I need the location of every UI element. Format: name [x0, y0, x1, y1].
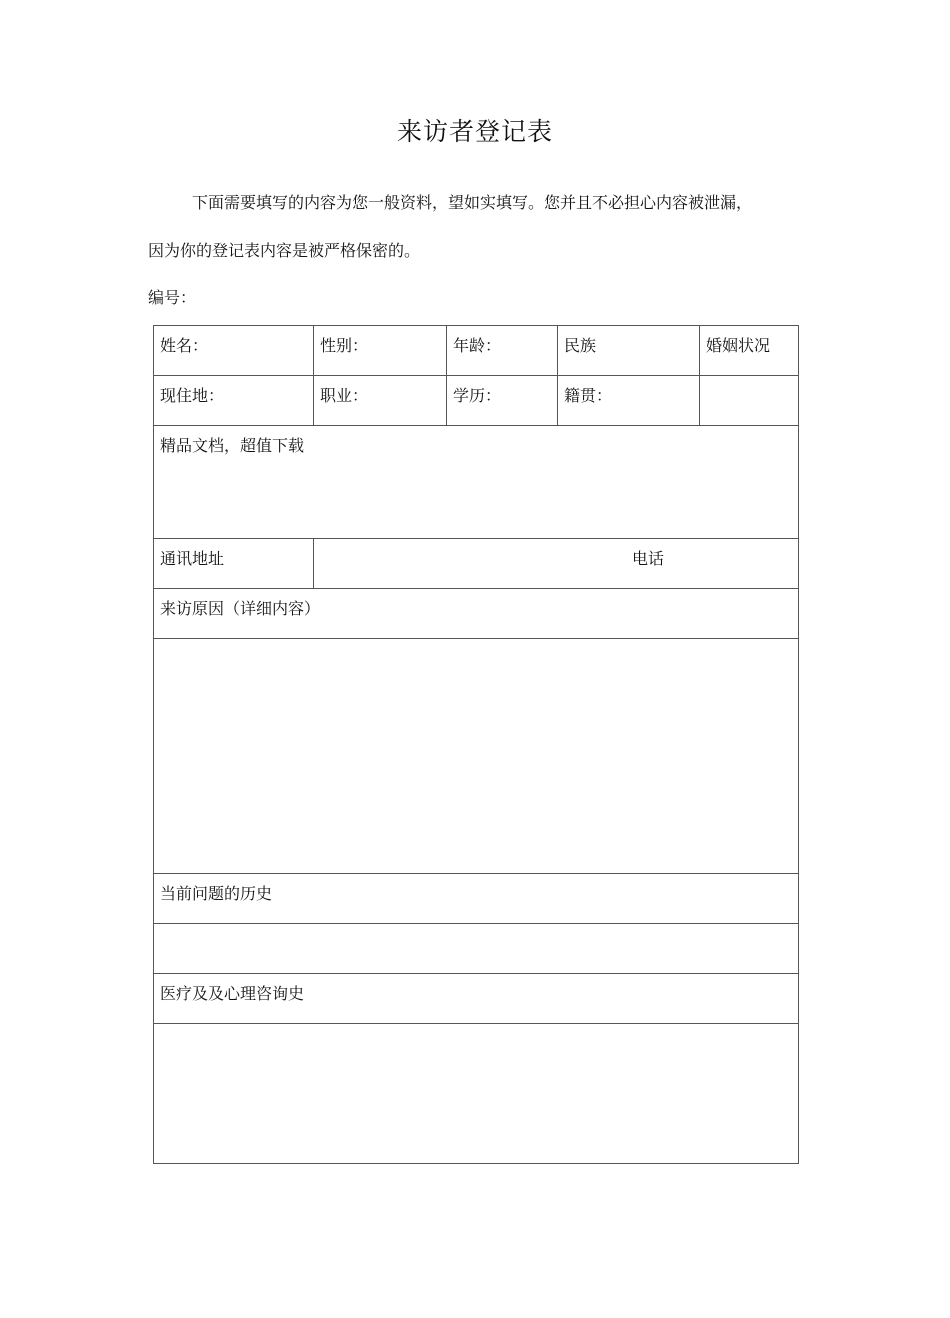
age-field[interactable]: [447, 326, 558, 376]
problem-history-field[interactable]: [154, 924, 799, 974]
marital-status-value-field[interactable]: [700, 376, 799, 426]
occupation-field[interactable]: [314, 376, 447, 426]
native-place-field[interactable]: [558, 376, 700, 426]
age-label: 年龄：: [453, 336, 502, 355]
marital-status-field[interactable]: [700, 326, 799, 376]
medical-history-field[interactable]: [154, 1024, 799, 1164]
intro-text-line-1: 下面需要填写的内容为您一般资料，望如实填写。您并且不必担心内容被泄漏，: [192, 193, 753, 212]
visit-reason-field[interactable]: [154, 639, 799, 874]
form-row-problem-history-header: [154, 874, 799, 924]
address-phone-field[interactable]: [314, 539, 799, 589]
residence-field[interactable]: [154, 376, 314, 426]
ethnicity-field[interactable]: [558, 326, 700, 376]
education-field[interactable]: [447, 376, 558, 426]
visit-reason-label: 来访原因（详细内容）: [160, 599, 321, 618]
name-label: 姓名：: [160, 336, 209, 355]
education-label: 学历：: [453, 386, 502, 405]
form-row-contact: [154, 539, 799, 589]
name-field[interactable]: [154, 326, 314, 376]
form-row-medical-history-body: [154, 1024, 799, 1164]
visit-reason-label-cell: [154, 589, 799, 639]
form-row-notice: [154, 426, 799, 539]
problem-history-label: 当前问题的历史: [160, 884, 273, 903]
form-row-basic-info: [154, 326, 799, 376]
native-place-label: 籍贯：: [564, 386, 613, 405]
gender-field[interactable]: [314, 326, 447, 376]
occupation-label: 职业：: [320, 386, 369, 405]
residence-label: 现住地：: [160, 386, 225, 405]
ethnicity-label: 民族: [564, 336, 597, 355]
page-title: 来访者登记表: [396, 117, 553, 146]
notice-text: 精品文档，超值下载: [160, 436, 305, 455]
form-row-problem-history-body: [154, 924, 799, 974]
form-row-background-info: [154, 376, 799, 426]
address-label: 通讯地址: [160, 549, 225, 568]
problem-history-label-cell: [154, 874, 799, 924]
medical-history-label: 医疗及及心理咨询史: [160, 984, 305, 1003]
form-row-medical-history-header: [154, 974, 799, 1024]
intro-text-line-2: 因为你的登记表内容是被严格保密的。: [148, 241, 421, 260]
notice-cell: [154, 426, 799, 539]
registration-form-table: [153, 325, 799, 1164]
phone-label: 电话: [632, 549, 665, 568]
address-label-cell: [154, 539, 314, 589]
form-row-visit-reason-header: [154, 589, 799, 639]
form-row-visit-reason-body: [154, 639, 799, 874]
marital-status-label: 婚姻状况: [706, 336, 771, 355]
gender-label: 性别：: [320, 336, 369, 355]
medical-history-label-cell: [154, 974, 799, 1024]
serial-number-label: 编号：: [148, 288, 197, 307]
